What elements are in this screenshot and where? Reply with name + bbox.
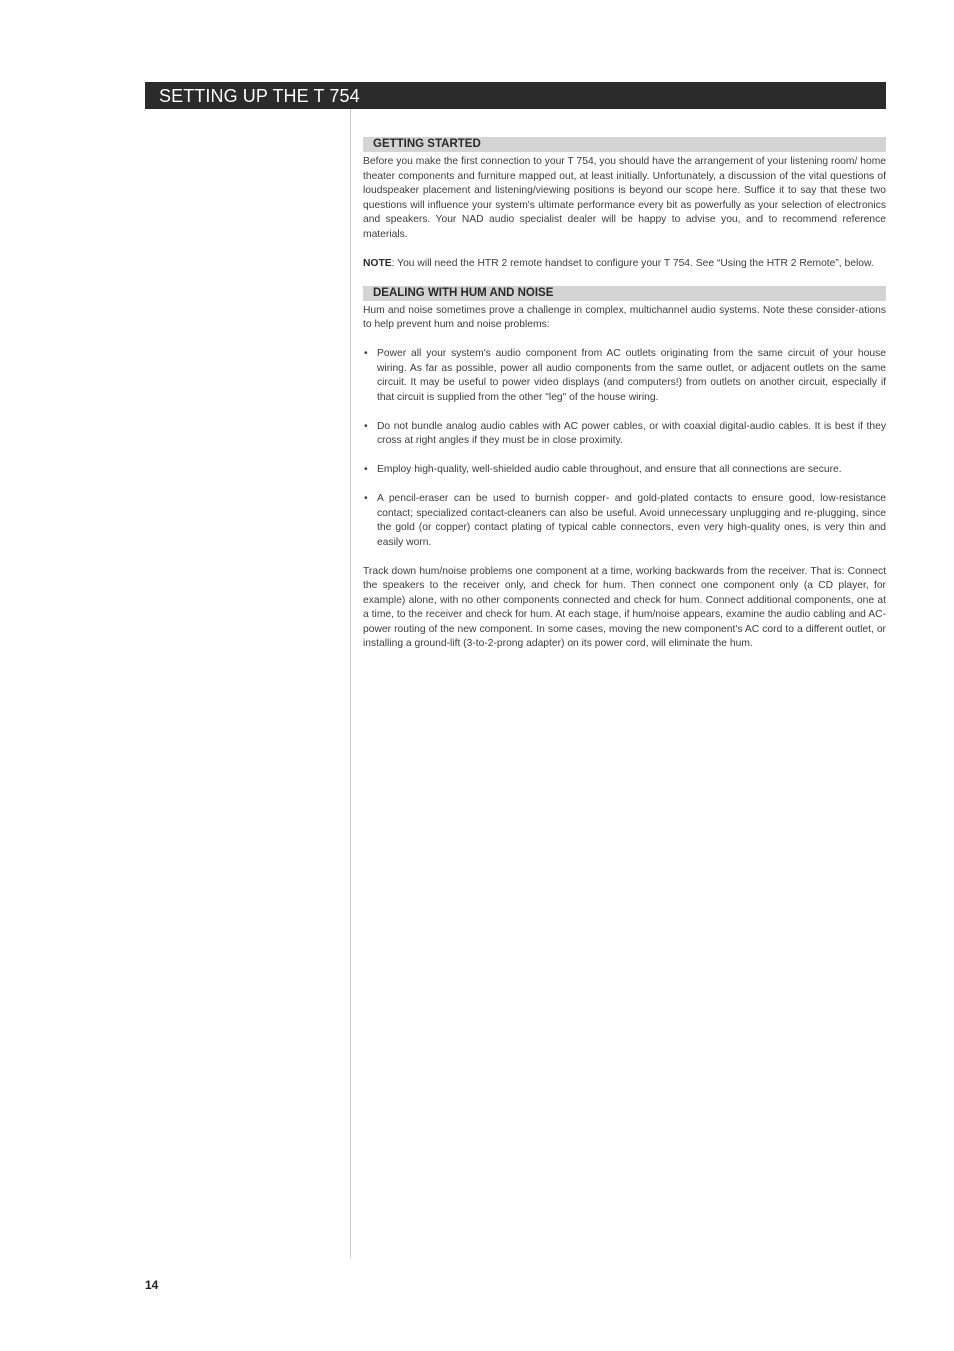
page-title: SETTING UP THE T 754 xyxy=(159,86,360,106)
bullet-icon: • xyxy=(364,348,368,359)
list-item-text: Do not bundle analog audio cables with AC power cables, or with coaxial digital-audio cables. It is best if they cross at right angles if they must be in close proximity. xyxy=(377,420,886,446)
list-item xyxy=(363,492,886,550)
bullet-icon: • xyxy=(364,464,368,475)
list-item xyxy=(363,347,886,405)
bullet-icon: • xyxy=(364,420,368,432)
section-heading: GETTING STARTED xyxy=(363,137,886,152)
intro-paragraph: Hum and noise sometimes prove a challenge in complex, multichannel audio systems. Note these consider-ations to help prevent hum and noise problems: xyxy=(363,304,886,330)
list-item xyxy=(363,420,886,449)
note-text: : You will need the HTR 2 remote handset to configure your T 754. See “Using the HTR 2 Remote”, below. xyxy=(391,257,874,269)
bullet-list xyxy=(363,347,886,550)
note-label: NOTE xyxy=(363,257,392,269)
list-item xyxy=(363,463,886,478)
section-heading: DEALING WITH HUM AND NOISE xyxy=(363,286,886,301)
note-paragraph xyxy=(363,257,886,272)
list-item-text: Power all your system's audio component from AC outlets originating from the same circuit of your house wiring. As far as possible, power all audio components from the same outlet, or adjacent outlets on the same circuit. It may be useful to power video displays (and computers!) from outlets on another circuit, especially if that circuit is supplied from the other "leg" of the house wiring. xyxy=(377,348,886,403)
section-getting-started xyxy=(363,137,886,271)
closing-paragraph: Track down hum/noise problems one component at a time, working backwards from the receiver. That is: Connect the speakers to the receiver only, and check for hum. Then connect one component only (a CD player, for example) alone, with no other components connected and check for hum. Connect additional components, one at a time, to the receiver and check for hum. At each stage, if hum/noise appears, examine the audio cabling and AC-power routing of the new component. In some cases, moving the new component's AC cord to a different outlet, or installing a ground-lift (3-to-2-prong adapter) on its power cord, will eliminate the hum. xyxy=(363,565,886,649)
column-divider xyxy=(350,109,351,1258)
section-hum-and-noise xyxy=(363,286,886,652)
page-number: 14 xyxy=(145,1278,159,1292)
list-item-text: A pencil-eraser can be used to burnish copper- and gold-plated contacts to ensure good, low-resistance contact; specialized contact-cleaners can also be useful. Avoid unnecessary unplugging and re-plugging, since the gold (or copper) contact plating of typical cable connectors, even very high-quality ones, is very thin and easily worn. xyxy=(377,493,886,548)
bullet-icon: • xyxy=(364,493,368,504)
body-paragraph: Before you make the first connection to your T 754, you should have the arrangement of your listening room/ home theater components and furniture mapped out, at least initially. Unfortunately, a discussion of the vital questions of loudspeaker placement and listening/viewing positions is beyond our scope here. Suffice it to say that these two questions will influence your system's ultimate performance every bit as powerfully as your selection of electronics and speakers. Your NAD audio specialist dealer will be happy to advise you, and to recommend reference materials. xyxy=(363,156,886,240)
list-item-text: Employ high-quality, well-shielded audio cable throughout, and ensure that all connections are secure. xyxy=(377,464,842,475)
page-header-bar xyxy=(145,82,886,109)
main-content xyxy=(363,137,886,666)
